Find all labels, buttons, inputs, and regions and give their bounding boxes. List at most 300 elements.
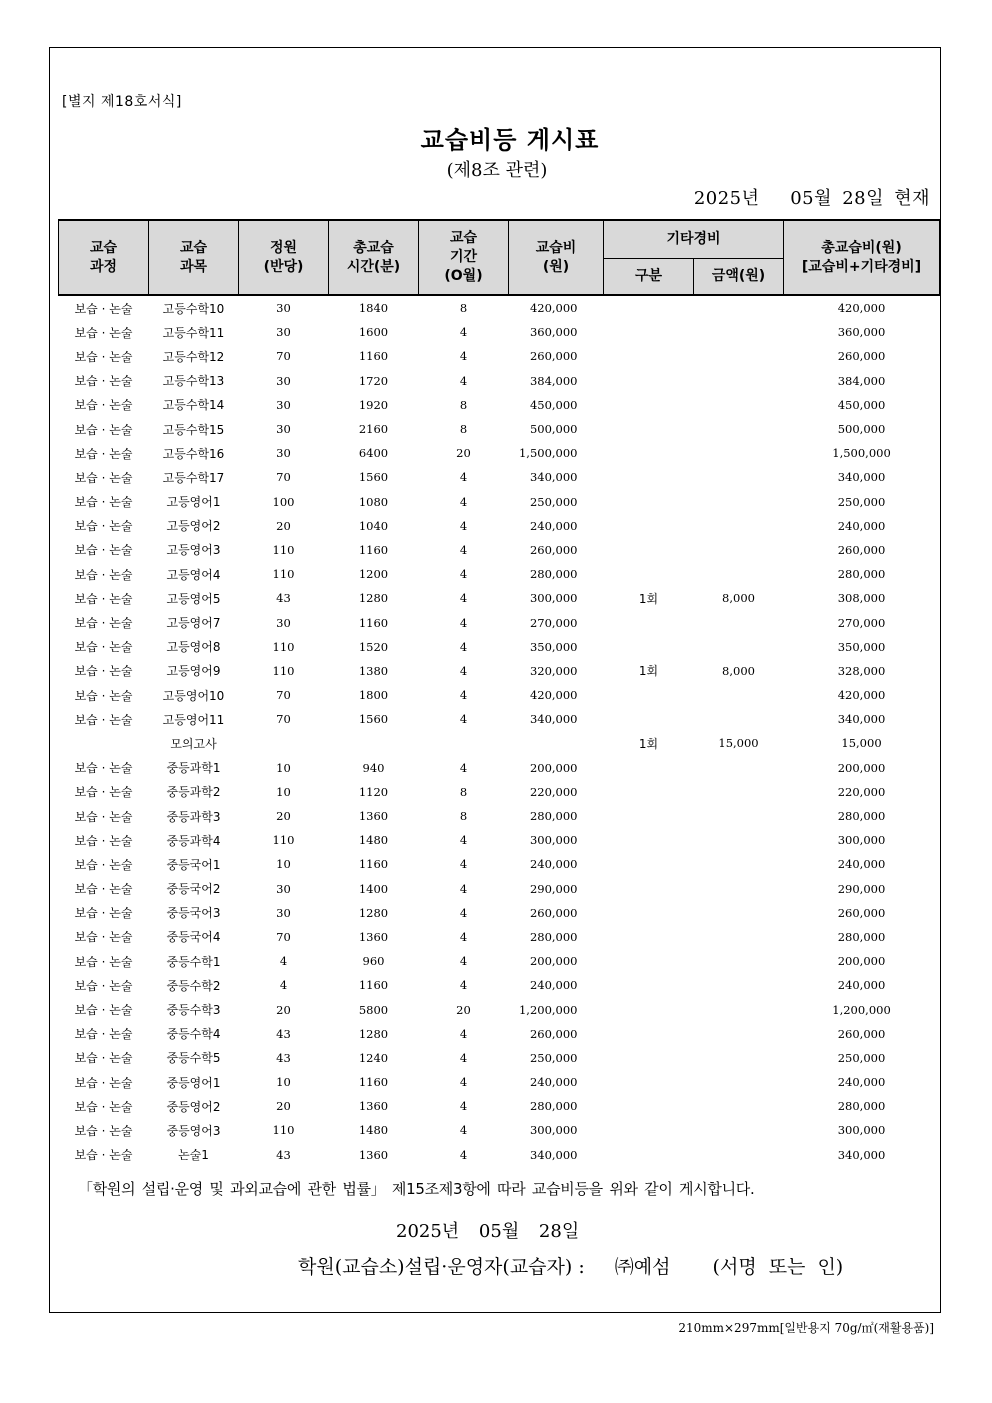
table-row <box>59 925 940 949</box>
other-kind-cell <box>604 901 694 925</box>
table-row <box>59 1022 940 1046</box>
capacity-cell: 100 <box>272 494 295 509</box>
tuition-cell: 240,000 <box>529 518 578 533</box>
capacity-cell: 43 <box>276 591 291 606</box>
other-kind-cell <box>604 635 694 659</box>
capacity-cell: 43 <box>276 1050 291 1065</box>
course-cell: 보습 · 논술 <box>74 495 133 510</box>
period-cell: 4 <box>459 712 468 727</box>
course-cell: 보습 · 논술 <box>74 301 133 316</box>
course-cell: 보습 · 논술 <box>74 591 133 606</box>
course-cell: 보습 · 논술 <box>74 422 133 437</box>
capacity-cell: 30 <box>276 301 291 316</box>
tuition-cell: 220,000 <box>529 784 578 799</box>
course-cell: 보습 · 논술 <box>74 349 133 364</box>
other-kind-cell <box>604 925 694 949</box>
tuition-cell: 340,000 <box>529 1147 578 1162</box>
subject-cell: 고등영어8 <box>166 640 221 655</box>
subject-cell: 고등수학17 <box>162 470 225 485</box>
total-time-cell: 6400 <box>358 446 389 461</box>
other-amount-cell <box>694 562 784 586</box>
course-cell: 보습 · 논술 <box>74 688 133 703</box>
table-row <box>59 295 940 320</box>
document-title: 교습비등 게시표 <box>420 126 600 154</box>
table-row <box>59 756 940 780</box>
other-kind-cell <box>604 1070 694 1094</box>
signature-date: 2025년 05월 28일 <box>396 1221 580 1242</box>
tuition-cell: 280,000 <box>529 567 578 582</box>
total-time-cell: 1360 <box>358 809 389 824</box>
total-fee-cell: 280,000 <box>837 809 886 824</box>
other-amount-cell: 8,000 <box>722 663 755 678</box>
tuition-cell: 280,000 <box>529 929 578 944</box>
total-fee-cell: 328,000 <box>837 663 886 678</box>
other-kind-cell <box>604 683 694 707</box>
capacity-cell: 110 <box>272 542 295 557</box>
total-fee-cell: 240,000 <box>837 518 886 533</box>
table-row <box>59 393 940 417</box>
other-amount-cell <box>694 901 784 925</box>
total-time-cell: 1400 <box>358 881 389 896</box>
total-fee-cell: 1,500,000 <box>832 446 891 461</box>
capacity-cell: 70 <box>276 349 291 364</box>
table-row <box>59 731 940 755</box>
tuition-cell: 280,000 <box>529 809 578 824</box>
total-time-cell: 1600 <box>358 325 389 340</box>
period-cell: 4 <box>459 929 468 944</box>
subject-cell: 중등영어1 <box>166 1075 221 1090</box>
tuition-cell: 300,000 <box>529 1123 578 1138</box>
other-amount-cell <box>694 635 784 659</box>
total-time-cell: 1280 <box>358 1026 389 1041</box>
tuition-cell: 260,000 <box>529 905 578 920</box>
other-kind-cell <box>604 610 694 634</box>
other-kind-cell: 1회 <box>638 736 659 751</box>
capacity-cell: 43 <box>276 1147 291 1162</box>
other-amount-cell <box>694 295 784 320</box>
period-cell: 4 <box>459 325 468 340</box>
header-period: 교습 기간 (O월) <box>419 220 509 295</box>
subject-cell: 중등국어1 <box>166 857 221 872</box>
capacity-cell: 30 <box>276 373 291 388</box>
table-row <box>59 852 940 876</box>
course-cell: 보습 · 논술 <box>74 519 133 534</box>
other-amount-cell <box>694 344 784 368</box>
other-amount-cell <box>694 465 784 489</box>
course-cell: 보습 · 논술 <box>74 543 133 558</box>
total-time-cell: 1560 <box>358 470 389 485</box>
tuition-cell: 260,000 <box>529 542 578 557</box>
period-cell: 4 <box>459 1026 468 1041</box>
other-amount-cell: 8,000 <box>722 591 755 606</box>
capacity-cell: 4 <box>279 978 288 993</box>
course-cell: 보습 · 논술 <box>74 833 133 848</box>
period-cell: 8 <box>459 809 468 824</box>
course-cell: 보습 · 논술 <box>74 1027 133 1042</box>
period-cell: 4 <box>459 1123 468 1138</box>
total-time-cell: 1160 <box>358 615 389 630</box>
other-kind-cell <box>604 490 694 514</box>
other-kind-cell <box>604 1046 694 1070</box>
tuition-cell: 280,000 <box>529 1099 578 1114</box>
operator-line <box>298 1252 843 1279</box>
other-kind-cell <box>604 973 694 997</box>
subject-cell: 고등수학15 <box>162 422 225 437</box>
capacity-cell: 30 <box>276 397 291 412</box>
tuition-cell: 340,000 <box>529 712 578 727</box>
course-cell: 보습 · 논술 <box>74 470 133 485</box>
period-cell <box>419 731 509 755</box>
total-fee-cell: 240,000 <box>837 857 886 872</box>
period-cell: 4 <box>459 373 468 388</box>
period-cell: 20 <box>456 446 471 461</box>
table-row <box>59 707 940 731</box>
total-fee-cell: 308,000 <box>837 591 886 606</box>
tuition-cell: 1,500,000 <box>518 446 578 461</box>
other-kind-cell <box>604 1143 694 1167</box>
period-cell: 4 <box>459 663 468 678</box>
tuition-cell: 240,000 <box>529 978 578 993</box>
total-time-cell: 1240 <box>358 1050 389 1065</box>
table-row <box>59 586 940 610</box>
other-kind-cell <box>604 756 694 780</box>
course-cell: 보습 · 논술 <box>74 978 133 993</box>
total-time-cell: 2160 <box>358 422 389 437</box>
period-cell: 4 <box>459 1075 468 1090</box>
other-kind-cell <box>604 1022 694 1046</box>
total-time-cell: 1480 <box>358 1123 389 1138</box>
table-row <box>59 1070 940 1094</box>
total-fee-cell: 260,000 <box>837 905 886 920</box>
total-fee-cell: 15,000 <box>841 736 882 751</box>
total-time-cell <box>329 731 419 755</box>
tuition-cell: 300,000 <box>529 833 578 848</box>
operator-name: ㈜예섬 <box>614 1256 671 1278</box>
total-time-cell: 1080 <box>358 494 389 509</box>
period-cell: 4 <box>459 470 468 485</box>
tuition-cell: 350,000 <box>529 639 578 654</box>
other-amount-cell <box>694 683 784 707</box>
course-cell: 보습 · 논술 <box>74 712 133 727</box>
total-fee-cell: 280,000 <box>837 567 886 582</box>
subject-cell: 고등영어5 <box>166 591 221 606</box>
total-time-cell: 1480 <box>358 833 389 848</box>
other-amount-cell <box>694 997 784 1021</box>
other-amount-cell <box>694 949 784 973</box>
total-fee-cell: 340,000 <box>837 712 886 727</box>
tuition-cell: 260,000 <box>529 349 578 364</box>
subject-cell: 고등영어4 <box>166 567 221 582</box>
capacity-cell: 20 <box>276 1099 291 1114</box>
capacity-cell: 43 <box>276 1026 291 1041</box>
header-subject: 교습 과목 <box>149 220 239 295</box>
table-row <box>59 780 940 804</box>
table-row <box>59 344 940 368</box>
header-other-amount: 금액(원) <box>694 258 784 295</box>
total-fee-cell: 420,000 <box>837 688 886 703</box>
table-row <box>59 417 940 441</box>
total-fee-cell: 200,000 <box>837 954 886 969</box>
subject-cell: 중등수학2 <box>166 978 221 993</box>
total-fee-cell: 260,000 <box>837 1026 886 1041</box>
other-amount-cell <box>694 707 784 731</box>
table-row <box>59 877 940 901</box>
total-fee-cell: 350,000 <box>837 639 886 654</box>
fee-rows <box>59 295 940 1167</box>
total-fee-cell: 290,000 <box>837 881 886 896</box>
other-amount-cell <box>694 877 784 901</box>
total-time-cell: 1380 <box>358 663 389 678</box>
table-row <box>59 1046 940 1070</box>
total-fee-cell: 300,000 <box>837 833 886 848</box>
period-cell: 4 <box>459 881 468 896</box>
subject-cell: 고등수학12 <box>162 349 225 364</box>
subject-cell: 고등수학14 <box>162 398 225 413</box>
form-number: [별지 제18호서식] <box>62 94 182 110</box>
other-amount-cell <box>694 610 784 634</box>
total-fee-cell: 280,000 <box>837 929 886 944</box>
capacity-cell: 110 <box>272 833 295 848</box>
total-fee-cell: 260,000 <box>837 542 886 557</box>
header-total-fee: 총교습비(원) [교습비+기타경비] <box>784 220 940 295</box>
document-subtitle: (제8조 관련) <box>446 160 548 181</box>
capacity-cell: 70 <box>276 688 291 703</box>
table-row <box>59 514 940 538</box>
other-amount-cell <box>694 1094 784 1118</box>
total-fee-cell: 384,000 <box>837 373 886 388</box>
capacity-cell: 10 <box>276 1075 291 1090</box>
period-cell: 4 <box>459 688 468 703</box>
course-cell: 보습 · 논술 <box>74 567 133 582</box>
total-fee-cell: 500,000 <box>837 422 886 437</box>
total-fee-cell: 260,000 <box>837 349 886 364</box>
total-time-cell: 1120 <box>358 784 389 799</box>
tuition-fee-table <box>58 219 940 1167</box>
other-amount-cell <box>694 514 784 538</box>
course-cell: 보습 · 논술 <box>74 954 133 969</box>
capacity-cell <box>239 731 329 755</box>
table-row <box>59 465 940 489</box>
table-row <box>59 659 940 683</box>
subject-cell: 고등영어11 <box>162 712 225 727</box>
capacity-cell: 4 <box>279 954 288 969</box>
table-row <box>59 635 940 659</box>
course-cell: 보습 · 논술 <box>74 374 133 389</box>
capacity-cell: 70 <box>276 470 291 485</box>
other-kind-cell <box>604 562 694 586</box>
capacity-cell: 30 <box>276 325 291 340</box>
table-row <box>59 320 940 344</box>
course-cell: 보습 · 논술 <box>74 325 133 340</box>
table-row <box>59 369 940 393</box>
capacity-cell: 110 <box>272 639 295 654</box>
total-fee-cell: 240,000 <box>837 978 886 993</box>
total-fee-cell: 420,000 <box>837 301 886 316</box>
course-cell: 보습 · 논술 <box>74 640 133 655</box>
subject-cell: 중등수학4 <box>166 1027 221 1042</box>
other-kind-cell <box>604 804 694 828</box>
period-cell: 4 <box>459 954 468 969</box>
subject-cell: 고등영어1 <box>166 495 221 510</box>
other-amount-cell <box>694 320 784 344</box>
total-time-cell: 1160 <box>358 542 389 557</box>
subject-cell: 중등수학5 <box>166 1051 221 1066</box>
total-time-cell: 1160 <box>358 1075 389 1090</box>
subject-cell: 중등국어3 <box>166 906 221 921</box>
table-row <box>59 683 940 707</box>
period-cell: 20 <box>456 1002 471 1017</box>
table-row <box>59 949 940 973</box>
table-row <box>59 1094 940 1118</box>
period-cell: 4 <box>459 905 468 920</box>
subject-cell: 고등영어2 <box>166 519 221 534</box>
total-fee-cell: 450,000 <box>837 397 886 412</box>
capacity-cell: 70 <box>276 929 291 944</box>
tuition-cell: 500,000 <box>529 422 578 437</box>
tuition-cell: 270,000 <box>529 615 578 630</box>
total-fee-cell: 300,000 <box>837 1123 886 1138</box>
subject-cell: 중등국어4 <box>166 930 221 945</box>
other-amount-cell <box>694 828 784 852</box>
subject-cell: 중등과학3 <box>166 809 221 824</box>
total-fee-cell: 340,000 <box>837 1147 886 1162</box>
capacity-cell: 30 <box>276 905 291 920</box>
tuition-cell: 290,000 <box>529 881 578 896</box>
other-kind-cell <box>604 1094 694 1118</box>
total-time-cell: 1840 <box>358 301 389 316</box>
total-time-cell: 1160 <box>358 349 389 364</box>
table-row <box>59 562 940 586</box>
other-amount-cell <box>694 973 784 997</box>
period-cell: 4 <box>459 760 468 775</box>
tuition-cell: 260,000 <box>529 1026 578 1041</box>
total-time-cell: 5800 <box>358 1002 389 1017</box>
other-amount-cell <box>694 1022 784 1046</box>
subject-cell: 고등영어9 <box>166 664 221 679</box>
course-cell: 보습 · 논술 <box>74 616 133 631</box>
header-course: 교습 과정 <box>59 220 149 295</box>
subject-cell: 고등수학16 <box>162 446 225 461</box>
capacity-cell: 20 <box>276 1002 291 1017</box>
capacity-cell: 30 <box>276 881 291 896</box>
other-kind-cell <box>604 441 694 465</box>
other-amount-cell <box>694 369 784 393</box>
other-amount-cell <box>694 1070 784 1094</box>
total-time-cell: 1280 <box>358 905 389 920</box>
table-row <box>59 490 940 514</box>
table-row <box>59 1143 940 1167</box>
period-cell: 8 <box>459 397 468 412</box>
other-amount-cell <box>694 538 784 562</box>
tuition-cell: 300,000 <box>529 591 578 606</box>
course-cell: 보습 · 논술 <box>74 446 133 461</box>
total-time-cell: 1920 <box>358 397 389 412</box>
other-kind-cell <box>604 877 694 901</box>
total-time-cell: 1160 <box>358 857 389 872</box>
subject-cell: 논술1 <box>178 1148 209 1163</box>
table-row <box>59 538 940 562</box>
course-cell: 보습 · 논술 <box>74 398 133 413</box>
total-fee-cell: 270,000 <box>837 615 886 630</box>
other-kind-cell <box>604 320 694 344</box>
header-other-kind: 구분 <box>604 258 694 295</box>
subject-cell: 고등수학13 <box>162 374 225 389</box>
table-row <box>59 973 940 997</box>
other-amount-cell <box>694 417 784 441</box>
as-of-date: 2025년 05월 28일 현재 <box>693 188 930 209</box>
other-kind-cell <box>604 949 694 973</box>
tuition-cell: 384,000 <box>529 373 578 388</box>
other-amount-cell <box>694 441 784 465</box>
other-kind-cell: 1회 <box>638 664 659 679</box>
period-cell: 8 <box>459 301 468 316</box>
signature-note: (서명 또는 인) <box>712 1256 844 1278</box>
total-time-cell: 1520 <box>358 639 389 654</box>
course-cell: 보습 · 논술 <box>74 1075 133 1090</box>
period-cell: 4 <box>459 518 468 533</box>
period-cell: 4 <box>459 349 468 364</box>
period-cell: 4 <box>459 857 468 872</box>
capacity-cell: 30 <box>276 422 291 437</box>
other-amount-cell <box>694 1046 784 1070</box>
total-fee-cell: 340,000 <box>837 470 886 485</box>
table-row <box>59 828 940 852</box>
other-amount-cell <box>694 756 784 780</box>
total-time-cell: 960 <box>362 954 385 969</box>
total-fee-cell: 1,200,000 <box>832 1002 891 1017</box>
total-time-cell: 1720 <box>358 373 389 388</box>
period-cell: 4 <box>459 1099 468 1114</box>
other-amount-cell <box>694 1118 784 1142</box>
subject-cell: 고등영어10 <box>162 688 225 703</box>
total-time-cell: 1280 <box>358 591 389 606</box>
tuition-cell: 240,000 <box>529 1075 578 1090</box>
total-time-cell: 1360 <box>358 1147 389 1162</box>
course-cell: 보습 · 논술 <box>74 809 133 824</box>
course-cell: 보습 · 논술 <box>74 1148 133 1163</box>
period-cell: 8 <box>459 422 468 437</box>
other-kind-cell <box>604 852 694 876</box>
table-row <box>59 1118 940 1142</box>
other-kind-cell: 1회 <box>638 591 659 606</box>
total-time-cell: 1040 <box>358 518 389 533</box>
tuition-cell: 200,000 <box>529 954 578 969</box>
subject-cell: 중등영어2 <box>166 1099 221 1114</box>
period-cell: 4 <box>459 833 468 848</box>
course-cell: 보습 · 논술 <box>74 761 133 776</box>
subject-cell: 고등영어3 <box>166 543 221 558</box>
other-kind-cell <box>604 707 694 731</box>
course-cell: 보습 · 논술 <box>74 1123 133 1138</box>
other-kind-cell <box>604 295 694 320</box>
tuition-cell: 250,000 <box>529 494 578 509</box>
other-kind-cell <box>604 344 694 368</box>
period-cell: 4 <box>459 639 468 654</box>
other-amount-cell: 15,000 <box>718 736 759 751</box>
capacity-cell: 30 <box>276 615 291 630</box>
subject-cell: 고등영어7 <box>166 616 221 631</box>
period-cell: 4 <box>459 1050 468 1065</box>
capacity-cell: 10 <box>276 784 291 799</box>
operator-label: 학원(교습소)설립·운영자(교습자) : <box>298 1256 585 1278</box>
period-cell: 4 <box>459 494 468 509</box>
capacity-cell: 110 <box>272 663 295 678</box>
total-fee-cell: 240,000 <box>837 1075 886 1090</box>
capacity-cell: 70 <box>276 712 291 727</box>
other-amount-cell <box>694 780 784 804</box>
total-fee-cell: 200,000 <box>837 760 886 775</box>
course-cell: 보습 · 논술 <box>74 857 133 872</box>
